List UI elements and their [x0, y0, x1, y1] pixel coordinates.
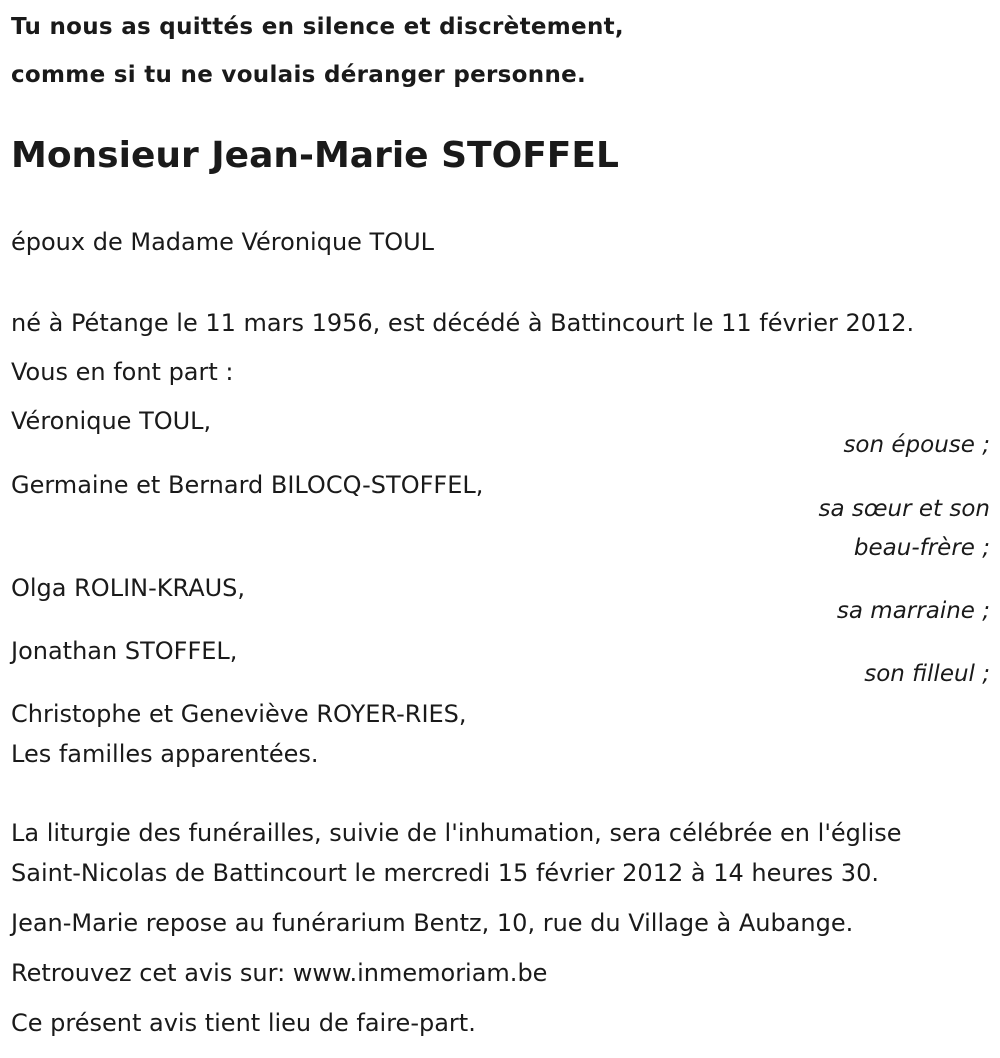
announcer-name: Véronique TOUL, [11, 407, 212, 435]
funerarium-line: Jean-Marie repose au funérarium Bentz, 10, rue du Village à Aubange. [11, 909, 854, 937]
deceased-name: Monsieur Jean-Marie STOFFEL [11, 135, 619, 176]
announcer-role-line-2: beau-frère ; [853, 535, 990, 561]
birth-death-line: né à Pétange le 11 mars 1956, est décédé à Battincourt le 11 février 2012. [11, 309, 915, 337]
announcers-heading: Vous en font part : [11, 358, 234, 386]
intro-line-2: comme si tu ne voulais déranger personne. [11, 62, 587, 88]
announcer-role: son épouse ; [843, 432, 990, 458]
families-line: Les familles apparentées. [11, 740, 319, 768]
announcer-name: Christophe et Geneviève ROYER-RIES, [11, 700, 467, 728]
intro-line-1: Tu nous as quittés en silence et discrètement, [11, 14, 624, 40]
ceremony-line-1: La liturgie des funérailles, suivie de l'inhumation, sera célébrée en l'église [11, 819, 902, 847]
announcer-role: sa marraine ; [836, 598, 990, 624]
spouse-line: époux de Madame Véronique TOUL [11, 228, 435, 256]
ceremony-line-2: Saint-Nicolas de Battincourt le mercredi 15 février 2012 à 14 heures 30. [11, 859, 879, 887]
announcer-role: son filleul ; [864, 661, 990, 687]
announcer-name: Olga ROLIN-KRAUS, [11, 574, 246, 602]
announcer-name: Germaine et Bernard BILOCQ-STOFFEL, [11, 471, 484, 499]
announcer-role-line-1: sa sœur et son [818, 496, 990, 522]
announcer-name: Jonathan STOFFEL, [11, 637, 238, 665]
website-line: Retrouvez cet avis sur: www.inmemoriam.be [11, 959, 548, 987]
notice-line: Ce présent avis tient lieu de faire-part. [11, 1009, 476, 1037]
